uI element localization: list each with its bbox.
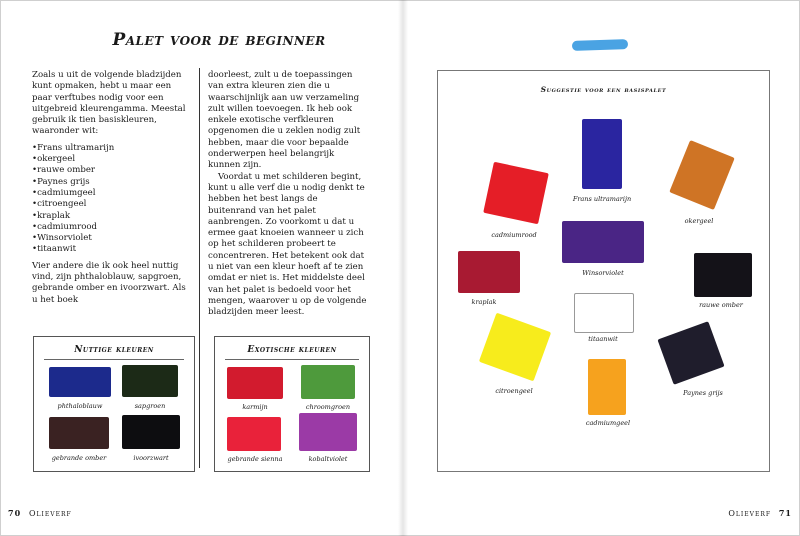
list-item: • titaanwit	[32, 244, 190, 255]
palette-title: Suggestie voor een basispalet	[540, 85, 667, 94]
divider	[225, 359, 359, 360]
swatch-label: chroomgroen	[305, 403, 351, 411]
intro-paragraph: Zoals u uit de volgende bladzijden kunt opmaken, hebt u maar een paar verftubes nodig voor een uitgebreid kleurengamma. Meestal gebruik ik tien basiskleuren, waaronder wit:	[32, 70, 186, 137]
swatch-winsorviolet	[562, 221, 644, 263]
swatch-titaanwit	[574, 293, 634, 333]
exotic-colors-box	[214, 336, 370, 472]
running-head: Olieverf	[28, 509, 72, 518]
list-item: • citroengeel	[32, 199, 190, 210]
page-footer-right	[728, 508, 792, 518]
swatch-label: gebrande omber	[51, 454, 107, 462]
swatch-gebrande-sienna	[227, 417, 281, 451]
swatch-citroengeel	[479, 313, 551, 382]
swatch-label: karmijn	[242, 403, 268, 411]
swatch-label: sapgroen	[134, 402, 166, 410]
swatch-karmijn	[227, 367, 283, 399]
swatch-label: Winsorviolet	[582, 269, 624, 277]
swatch-label: Paynes grijs	[683, 389, 723, 397]
swatch-kraplak	[458, 251, 520, 293]
col2-paragraph-2: Voordat u met schilderen begint, kunt u alle verf die u nodig denkt te hebben het best langs de buitenrand van het palet aanbrengen. Zo voorkomt u dat u ermee gaat knoeien wanneer u zich op het schilderen probeert te concentreren. Het betekent ook dat u niet van een kleur hoeft af te zien omdat er niet is. Het middelste deel van het palet is bedoeld voor het mengen, waarover u op de volgende bladzijden meer leest.	[208, 171, 367, 318]
page-left-edge	[0, 0, 1, 536]
swatch-label: ivoorzwart	[133, 454, 169, 462]
swatch-label: cadmiumgeel	[585, 419, 631, 427]
palette-panel	[437, 70, 770, 472]
swatch-label: kraplak	[471, 298, 497, 306]
swatch-gebrande-omber	[49, 417, 109, 449]
list-item: • cadmiumrood	[32, 222, 190, 233]
swatch-label: cadmiumrood	[491, 231, 537, 239]
swatch-label: titaanwit	[588, 335, 618, 343]
list-item: • Winsorviolet	[32, 233, 190, 244]
swatch-okergeel	[669, 140, 734, 210]
list-item: • Frans ultramarijn	[32, 143, 190, 154]
page-number: 70	[8, 508, 22, 518]
text-column-2	[208, 70, 368, 319]
column-divider	[199, 68, 200, 468]
swatch-label: okergeel	[684, 217, 714, 225]
swatch-cadmiumrood	[483, 162, 549, 225]
exotic-colors-title: Exotische kleuren	[247, 345, 337, 355]
col2-paragraph-1: doorleest, zult u de toepassingen van extra kleuren zien die u waarschijnlijk aan uw verzameling zult willen toevoegen. Ik heb ook enkele exotische verfkleuren opgenomen die u zeklen nodig zult hebben, maar die voor bepaalde onderwerpen heel belangrijk kunnen zijn.	[208, 70, 361, 171]
swatch-label: kobaltviolet	[308, 455, 348, 463]
list-item: • okergeel	[32, 154, 190, 165]
swatch-label: rauwe omber	[699, 301, 743, 309]
swatch-label: citroengeel	[495, 387, 533, 395]
swatch-phthaloblauw	[49, 367, 111, 397]
swatch-label: Frans ultramarijn	[572, 195, 632, 203]
swatch-frans-ultramarijn	[582, 119, 622, 189]
blue-paint-stroke	[572, 39, 628, 51]
useful-colors-title: Nuttige kleuren	[74, 345, 154, 355]
page-number: 71	[778, 508, 792, 518]
swatch-cadmiumgeel	[588, 359, 626, 415]
text-column-1	[32, 70, 190, 306]
swatch-paynes-grijs	[657, 321, 724, 385]
swatch-kobaltviolet	[299, 413, 357, 451]
useful-colors-box	[33, 336, 195, 472]
page-footer-left	[8, 508, 72, 518]
page-title: Palet voor de beginner	[112, 30, 326, 50]
divider	[44, 359, 184, 360]
running-head: Olieverf	[728, 509, 772, 518]
list-item: • rauwe omber	[32, 165, 190, 176]
swatch-label: phthaloblauw	[57, 402, 103, 410]
list-item: • Paynes grijs	[32, 177, 190, 188]
swatch-label: gebrande sienna	[227, 455, 283, 463]
list-item: • cadmiumgeel	[32, 188, 190, 199]
list-item: • kraplak	[32, 211, 190, 222]
book-spine	[398, 0, 408, 536]
basic-colors-list	[32, 143, 190, 256]
swatch-sapgroen	[122, 365, 178, 397]
swatch-ivoorzwart	[122, 415, 180, 449]
outro-paragraph: Vier andere die ik ook heel nuttig vind, zijn phthaloblauw, sapgroen, gebrande omber en ivoorzwart. Als u het boek	[32, 260, 186, 305]
swatch-chroomgroen	[301, 365, 355, 399]
swatch-rauwe-omber	[694, 253, 752, 297]
